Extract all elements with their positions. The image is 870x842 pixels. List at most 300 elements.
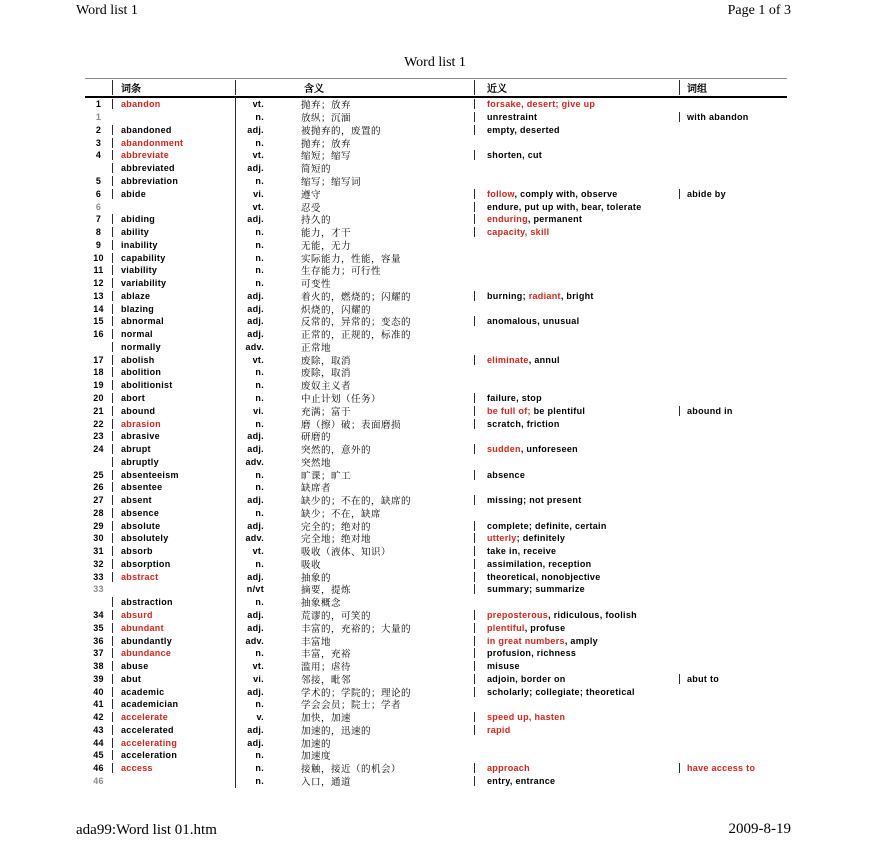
table-row [85, 558, 787, 571]
row-number: 27 [93, 495, 104, 506]
table-row [85, 455, 787, 468]
table-row [85, 596, 787, 609]
pos-label: vi. [253, 188, 264, 199]
row-number: 3 [95, 137, 102, 148]
synonyms-cell [474, 99, 679, 109]
table-row [85, 762, 787, 775]
synonyms-cell [474, 227, 679, 237]
pos-label: n. [255, 648, 264, 659]
meaning-text: 缺少的；不在的，缺席的 [301, 496, 412, 508]
table-row [85, 392, 787, 405]
meaning-text: 突然地 [301, 457, 332, 469]
synonym-segment: endure, put up with, bear, tolerate [487, 201, 642, 212]
synonym-segment: follow [487, 188, 515, 199]
table-row [85, 302, 787, 315]
row-number: 31 [93, 546, 104, 557]
word-cell: absorb [112, 546, 235, 556]
word-cell: normal [112, 329, 235, 339]
table-row [85, 430, 787, 443]
word-cell: ablaze [112, 291, 235, 301]
synonyms-cell [474, 648, 679, 658]
row-number: 33 [93, 571, 104, 582]
pos-label: n. [255, 239, 264, 250]
meaning-text: 生存能力；可行性 [301, 266, 382, 278]
word-cell: absurd [112, 610, 235, 620]
pos-label: n. [255, 775, 264, 786]
word-cell: abbreviate [112, 150, 235, 160]
word-cell: abrasion [112, 419, 235, 429]
pos-label: adj. [247, 724, 264, 735]
pos-label: adj. [247, 686, 264, 697]
row-number: 12 [93, 278, 104, 289]
meaning-text: 缺席者 [301, 483, 332, 495]
synonyms-cell [474, 674, 679, 684]
meaning-text: 滥用；虐待 [301, 662, 352, 674]
word-cell: abrasive [112, 431, 235, 441]
synonyms-cell [474, 763, 679, 773]
word-cell: accelerated [112, 725, 235, 735]
row-number: 28 [93, 507, 104, 518]
meaning-text: 磨（擦）破；表面磨损 [301, 419, 402, 431]
column-header-phrases: 词组 [679, 80, 787, 95]
table-header-row [85, 78, 787, 98]
pos-label: n. [255, 699, 264, 710]
meaning-text: 旷课；旷工 [301, 470, 352, 482]
table-row [85, 468, 787, 481]
synonym-segment: assimilation, reception [487, 558, 592, 569]
word-cell: abuse [112, 661, 235, 671]
synonym-segment: forsake, desert; give up [487, 99, 596, 110]
column-header-meaning: 含义 [235, 80, 474, 95]
row-number: 26 [93, 482, 104, 493]
row-number: 22 [93, 418, 104, 429]
meaning-text: 忍受 [301, 202, 322, 214]
meaning-text: 邻接，毗邻 [301, 674, 352, 686]
synonym-segment: summary; summarize [487, 584, 585, 595]
pos-label: adj. [247, 495, 264, 506]
pos-label: adj. [247, 431, 264, 442]
table-row [85, 277, 787, 290]
pos-label: adj. [247, 163, 264, 174]
row-number: 13 [93, 290, 104, 301]
word-cell: abide [112, 189, 235, 199]
synonyms-cell [474, 610, 679, 620]
synonym-segment: failure, stop [487, 392, 542, 403]
pos-label: n. [255, 112, 264, 123]
pos-label: n. [255, 558, 264, 569]
table-row [85, 289, 787, 302]
row-number: 24 [93, 444, 104, 455]
synonym-segment: , bright [560, 290, 594, 301]
phrase-cell: abide by [679, 189, 787, 199]
pos-label: n. [255, 482, 264, 493]
pos-label: vi. [253, 673, 264, 684]
meaning-text: 可变性 [301, 279, 332, 291]
synonyms-cell [474, 470, 679, 480]
page-footer-filename: ada99:Word list 01.htm [76, 822, 217, 838]
synonym-segment: theoretical, nonobjective [487, 571, 601, 582]
meaning-text: 缩写；缩写词 [301, 176, 362, 188]
row-number: 21 [93, 405, 104, 416]
word-cell: absence [112, 508, 235, 518]
row-number: 20 [93, 392, 104, 403]
pos-label: adj. [247, 622, 264, 633]
table-row [85, 545, 787, 558]
row-number: 42 [93, 712, 104, 723]
table-row [85, 98, 787, 111]
meaning-text: 加速度 [301, 751, 332, 763]
meaning-text: 抽象的 [301, 572, 332, 584]
page-header-right: Page 1 of 3 [727, 3, 791, 18]
meaning-text: 废除，取消 [301, 368, 352, 380]
pos-label: n. [255, 252, 264, 263]
table-row [85, 315, 787, 328]
meaning-text: 充满；富于 [301, 406, 352, 418]
table-row [85, 736, 787, 749]
synonym-segment: empty, deserted [487, 124, 560, 135]
word-cell: inability [112, 240, 235, 250]
synonyms-cell [474, 661, 679, 671]
synonym-segment: , ridiculous, foolish [548, 610, 637, 620]
meaning-text: 炽烧的，闪耀的 [301, 304, 372, 316]
meaning-text: 持久的 [301, 215, 332, 227]
synonym-segment: entry, entrance [487, 775, 556, 786]
synonym-segment: sudden [487, 444, 521, 455]
word-cell: accelerate [112, 712, 235, 722]
table-row [85, 226, 787, 239]
vocabulary-table [85, 78, 787, 787]
word-cell: capability [112, 253, 235, 263]
synonym-segment: unrestraint [487, 112, 538, 123]
synonym-segment: be plentiful [533, 405, 586, 416]
row-number: 33 [93, 584, 104, 595]
synonym-segment: , comply with, observe [514, 188, 618, 199]
table-row [85, 647, 787, 660]
row-number: 46 [93, 763, 104, 774]
pos-label: adj. [247, 329, 264, 340]
meaning-text: 加快，加速 [301, 713, 352, 725]
word-cell: abundant [112, 623, 235, 633]
synonyms-cell [474, 112, 679, 122]
pos-label: n. [255, 469, 264, 480]
word-cell: abort [112, 393, 235, 403]
pos-label: n. [255, 393, 264, 403]
table-row [85, 507, 787, 520]
page-footer-date: 2009-8-19 [728, 821, 791, 837]
meaning-text: 遵守 [301, 189, 322, 201]
word-cell: blazing [112, 304, 235, 314]
synonym-segment: burning; [487, 290, 529, 301]
row-number: 10 [93, 252, 104, 263]
row-number: 25 [93, 469, 104, 480]
meaning-text: 缺少；不在，缺席 [301, 508, 382, 520]
row-number: 19 [93, 380, 104, 391]
word-cell: abandonment [112, 138, 235, 148]
pos-label: vt. [252, 661, 264, 672]
meaning-text: 学会会员；院士；学者 [301, 700, 402, 712]
meaning-text: 加速的 [301, 738, 332, 750]
synonym-segment: approach [487, 763, 530, 774]
document-title: Word list 1 [404, 55, 466, 70]
pos-label: n. [255, 597, 264, 608]
table-row [85, 341, 787, 354]
table-row [85, 583, 787, 596]
pos-label: v. [256, 712, 264, 723]
meaning-text: 完全的；绝对的 [301, 521, 372, 533]
word-cell: abolitionist [112, 380, 235, 390]
synonyms-cell [474, 533, 679, 543]
row-number: 30 [93, 533, 104, 544]
meaning-text: 荒谬的，可笑的 [301, 611, 372, 623]
table-row [85, 672, 787, 685]
synonym-segment: capacity, skill [487, 227, 550, 238]
pos-label: n. [255, 265, 264, 276]
table-row [85, 443, 787, 456]
meaning-cell [235, 774, 474, 788]
row-number: 23 [93, 431, 104, 442]
synonyms-cell [474, 623, 679, 633]
table-row [85, 724, 787, 737]
synonyms-cell [474, 636, 679, 646]
table-body [85, 98, 787, 787]
meaning-text: 正常地 [301, 342, 332, 354]
meaning-text: 实际能力，性能，容量 [301, 253, 402, 265]
synonyms-cell [474, 214, 679, 224]
meaning-text: 吸收 [301, 559, 322, 571]
synonym-segment: scholarly; collegiate; theoretical [487, 686, 635, 697]
row-number: 35 [93, 622, 104, 633]
table-row [85, 187, 787, 200]
row-number: 18 [93, 367, 104, 378]
meaning-text: 学术的；学院的；理论的 [301, 687, 412, 699]
table-row [85, 609, 787, 622]
row-number: 1 [95, 99, 102, 110]
pos-label: n. [255, 750, 264, 761]
table-row [85, 660, 787, 673]
table-row [85, 353, 787, 366]
word-cell: access [112, 763, 235, 773]
meaning-text: 突然的，意外的 [301, 445, 372, 457]
synonym-segment: , unforeseen [520, 444, 578, 455]
meaning-text: 反常的，异常的；变态的 [301, 317, 412, 329]
pos-label: n. [255, 418, 264, 429]
word-cell: absorption [112, 559, 235, 569]
pos-label: adv. [245, 456, 264, 467]
table-row [85, 685, 787, 698]
meaning-text: 摘要，提炼 [301, 585, 352, 597]
column-header-word: 词条 [112, 80, 235, 95]
meaning-text: 着火的，燃烧的；闪耀的 [301, 291, 412, 303]
meaning-text: 丰富的，充裕的；大量的 [301, 623, 412, 635]
pos-label: n. [255, 380, 264, 391]
table-row [85, 519, 787, 532]
pos-label: adj. [247, 290, 264, 301]
row-number: 2 [95, 124, 102, 135]
synonym-segment: , profuse [524, 622, 566, 633]
word-cell: abbreviated [112, 163, 235, 173]
table-row [85, 698, 787, 711]
synonym-segment: rapid [487, 724, 511, 735]
row-number: 43 [93, 724, 104, 735]
pos-label: adj. [247, 737, 264, 748]
meaning-text: 丰富，充裕 [301, 649, 352, 661]
row-number: 34 [93, 610, 104, 620]
synonym-segment: , annul [528, 354, 560, 365]
word-cell: abnormal [112, 316, 235, 326]
table-row [85, 634, 787, 647]
synonyms-cell [474, 776, 679, 786]
synonyms-cell [474, 546, 679, 556]
synonym-segment: enduring [487, 214, 528, 225]
pos-label: n. [255, 763, 264, 774]
meaning-text: 抛弃；放弃 [301, 100, 352, 112]
synonyms-cell [474, 189, 679, 199]
row-number: 29 [93, 520, 104, 531]
meaning-text: 放纵；沉湎 [301, 113, 352, 125]
table-row [85, 417, 787, 430]
row-number: 8 [95, 227, 102, 238]
synonym-segment: anomalous, unusual [487, 316, 580, 327]
pos-label: vt. [252, 546, 264, 557]
word-cell: variability [112, 278, 235, 288]
synonym-segment: speed up, hasten [487, 712, 566, 723]
word-cell: abandoned [112, 125, 235, 135]
phrase-cell: have access to [679, 763, 787, 773]
word-cell: abolition [112, 367, 235, 377]
meaning-text: 研磨的 [301, 432, 332, 444]
synonym-segment: radiant [528, 290, 561, 301]
word-cell: normally [112, 342, 235, 352]
table-row [85, 149, 787, 162]
table-row [85, 175, 787, 188]
row-number: 46 [93, 775, 104, 786]
synonyms-cell [474, 725, 679, 735]
meaning-text: 抛弃；放弃 [301, 138, 352, 150]
column-header-synonyms: 近义 [474, 80, 679, 95]
word-cell: abundance [112, 648, 235, 658]
synonyms-cell [474, 406, 679, 416]
row-number: 9 [95, 239, 102, 250]
word-cell: absentee [112, 482, 235, 492]
meaning-text: 吸收（液体、知识） [301, 547, 392, 559]
meaning-text: 接触，接近（的机会） [301, 764, 402, 776]
synonym-segment: missing; not present [487, 495, 582, 506]
table-row [85, 111, 787, 124]
word-cell: viability [112, 265, 235, 275]
row-number: 37 [93, 648, 104, 659]
synonyms-cell [474, 316, 679, 326]
table-row [85, 379, 787, 392]
pos-label: vt. [252, 150, 264, 161]
synonym-segment: scratch, friction [487, 418, 560, 429]
synonyms-cell [474, 444, 679, 454]
synonyms-cell [474, 584, 679, 594]
pos-label: adv. [245, 635, 264, 646]
synonym-segment: take in, receive [487, 546, 557, 557]
meaning-text: 被抛弃的，废置的 [301, 125, 382, 137]
pos-label: n. [255, 507, 264, 518]
synonym-segment: in great numbers [487, 635, 565, 646]
synonyms-cell [474, 687, 679, 697]
synonyms-cell [474, 521, 679, 531]
synonyms-cell [474, 559, 679, 569]
table-row [85, 213, 787, 226]
row-number: 5 [95, 175, 102, 186]
word-cell: absenteeism [112, 470, 235, 480]
synonym-segment: shorten, cut [487, 150, 543, 161]
synonyms-cell [474, 572, 679, 582]
row-number: 45 [93, 750, 104, 761]
pos-label: adj. [247, 444, 264, 455]
synonyms-cell [474, 495, 679, 505]
table-row [85, 124, 787, 137]
page-header-left: Word list 1 [76, 3, 138, 18]
meaning-text: 丰富地 [301, 636, 332, 648]
synonym-segment: complete; definite, certain [487, 520, 607, 531]
row-number: 38 [93, 661, 104, 672]
synonym-segment: , amply [564, 635, 598, 646]
table-row [85, 775, 787, 788]
pos-label: adj. [247, 316, 264, 327]
row-number: 15 [93, 316, 104, 327]
row-number: 14 [93, 303, 104, 314]
row-number: 17 [93, 354, 104, 365]
word-cell: abbreviation [112, 176, 235, 186]
table-row [85, 711, 787, 724]
pos-label: adv. [245, 341, 264, 352]
table-row [85, 532, 787, 545]
pos-label: adj. [247, 610, 264, 621]
row-number: 1 [95, 112, 102, 123]
table-row [85, 136, 787, 149]
meaning-text: 抽象概念 [301, 598, 342, 610]
word-cell: academician [112, 699, 235, 709]
synonym-segment: be full of; [487, 405, 534, 416]
pos-label: n. [255, 137, 264, 148]
synonyms-cell [474, 150, 679, 160]
meaning-text: 中止计划（任务） [301, 394, 382, 405]
word-cell: abruptly [112, 457, 235, 467]
table-row [85, 366, 787, 379]
pos-label: vi. [253, 405, 264, 416]
word-cell: abundantly [112, 636, 235, 646]
row-number: 44 [93, 737, 104, 748]
row-number: 11 [93, 265, 104, 276]
word-cell: academic [112, 687, 235, 697]
word-cell: abandon [112, 99, 235, 109]
table-row [85, 570, 787, 583]
row-number: 40 [93, 686, 104, 697]
meaning-text: 简短的 [301, 164, 332, 176]
phrase-cell: abut to [679, 674, 787, 684]
meaning-text: 废奴主义者 [301, 381, 352, 393]
meaning-text: 废除，取消 [301, 355, 352, 367]
meaning-text: 正常的，正规的，标准的 [301, 330, 412, 342]
synonym-segment: misuse [487, 661, 520, 672]
table-row [85, 162, 787, 175]
table-row [85, 238, 787, 251]
phrase-cell: with abandon [679, 112, 787, 122]
word-cell: abiding [112, 214, 235, 224]
table-row [85, 621, 787, 634]
pos-label: n. [255, 175, 264, 186]
synonyms-cell [474, 419, 679, 429]
table-row [85, 481, 787, 494]
pos-label: vt. [252, 354, 264, 365]
meaning-text: 入口，通道 [301, 776, 352, 788]
table-row [85, 404, 787, 417]
row-number: 32 [93, 558, 104, 569]
